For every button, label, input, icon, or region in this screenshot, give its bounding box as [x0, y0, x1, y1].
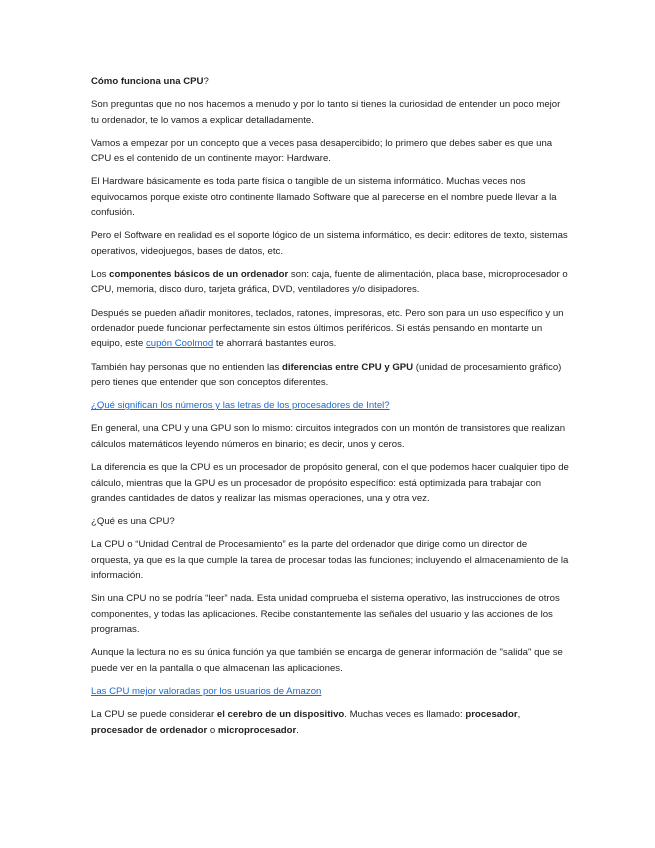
coolmod-coupon-link[interactable]: cupón Coolmod [145, 338, 214, 350]
title-question-mark: ? [203, 76, 209, 87]
text-run: te ahorrará bastantes euros. [213, 338, 337, 350]
text-run: Los [91, 269, 110, 281]
text-run: o [207, 724, 218, 736]
document-page [91, 74, 569, 746]
bold-brain: el cerebro de un dispositivo [216, 709, 345, 721]
document-title [91, 74, 569, 89]
text-run: . [296, 724, 299, 736]
bold-cpu-gpu: diferencias entre CPU y GPU [281, 361, 414, 373]
paragraph-cpu-gpu [91, 360, 569, 391]
text-run: (unidad de procesamiento gráfico) pero tienes que entender que son conceptos diferentes. [91, 361, 562, 389]
paragraph-integrated-circuits: En general, una CPU y una GPU son lo mismo: circuitos integrados con un montón de transistores que realizan cálculos matemáticos leyendo números en binario; es decir, unos y ceros. [91, 423, 566, 450]
text-run: La CPU se puede considerar [91, 709, 217, 721]
subheading-what-is-cpu: ¿Qué es una CPU? [91, 516, 175, 528]
text-run: son: caja, fuente de alimentación, placa base, microprocesador o CPU, memoria, disco duro, tarjeta gráfica, DVD, ventiladores y/o disipadores. [91, 269, 568, 296]
paragraph-cpu-reading: Sin una CPU no se podría “leer” nada. Esta unidad comprueba el sistema operativo, las instrucciones de otros componentes, y todas las aplicaciones. Recibe constantemente las señales del usuario y las acciones de los programas. [91, 593, 560, 636]
amazon-cpu-link[interactable]: Las CPU mejor valoradas por los usuarios de Amazon [91, 685, 322, 697]
paragraph-cpu-output: Aunque la lectura no es su única función ya que también se encarga de generar información de "salida" que se puede ver en la pantalla o que almacenan las aplicaciones. [91, 647, 563, 674]
paragraph-hardware-concept: Vamos a empezar por un concepto que a veces pasa desapercibido; lo primero que debes saber es que una CPU es el contenido de un continente mayor: Hardware. [91, 137, 553, 165]
paragraph-cpu-definition: La CPU o “Unidad Central de Procesamiento” es la parte del ordenador que dirige como un director de orquesta, ya que es la que cumple la tarea de procesar todas las funciones; incluyendo el almacenamiento de la información. [91, 539, 569, 582]
paragraph-difference: La diferencia es que la CPU es un procesador de propósito general, con el que podemos hacer cualquier tipo de cálculo, mientras que la GPU es un procesador de propósito específico: está optimizada para trabajar con grandes cantidades de datos y realizar las mismas operaciones, una y otra vez. [91, 462, 569, 504]
paragraph-hardware-definition: El Hardware básicamente es toda parte física o tangible de un sistema informático. Muchas veces nos equivocamos porque existe otro continente llamado Software que al parecerse en el nombre puede llevar a la confusión. [91, 176, 557, 219]
paragraph-intro: Son preguntas que no nos hacemos a menudo y por lo tanto si tienes la curiosidad de entender un poco mejor tu ordenador, te lo vamos a explicar detalladamente. [91, 99, 561, 126]
intel-processors-link[interactable]: ¿Qué significan los números y las letras de los procesadores de Intel? [91, 400, 390, 412]
text-run: Después se pueden añadir monitores, teclados, ratones, impresoras, etc. Pero son para un uso específico y un ordenador puede funcionar perfectamente sin estos últimos periféricos. Si estás pensando en montarte un equipo, este [91, 307, 564, 350]
bold-computer-processor: procesador de ordenador [91, 724, 208, 736]
title-text: Cómo funciona una CPU [91, 76, 204, 87]
text-run: También hay personas que no entienden las [91, 361, 282, 373]
bold-components: componentes básicos de un ordenador [109, 269, 289, 281]
paragraph-peripherals [91, 306, 569, 352]
paragraph-components [91, 267, 569, 298]
paragraph-software-definition: Pero el Software en realidad es el soporte lógico de un sistema informático, es decir: editores de texto, sistemas operativos, videojuegos, bases de datos, etc. [91, 230, 568, 257]
text-run: , [517, 709, 521, 721]
bold-microprocessor: microprocesador [217, 724, 297, 736]
text-run: . Muchas veces es llamado: [344, 709, 466, 721]
bold-processor: procesador [465, 709, 518, 721]
paragraph-cpu-brain [91, 707, 569, 738]
